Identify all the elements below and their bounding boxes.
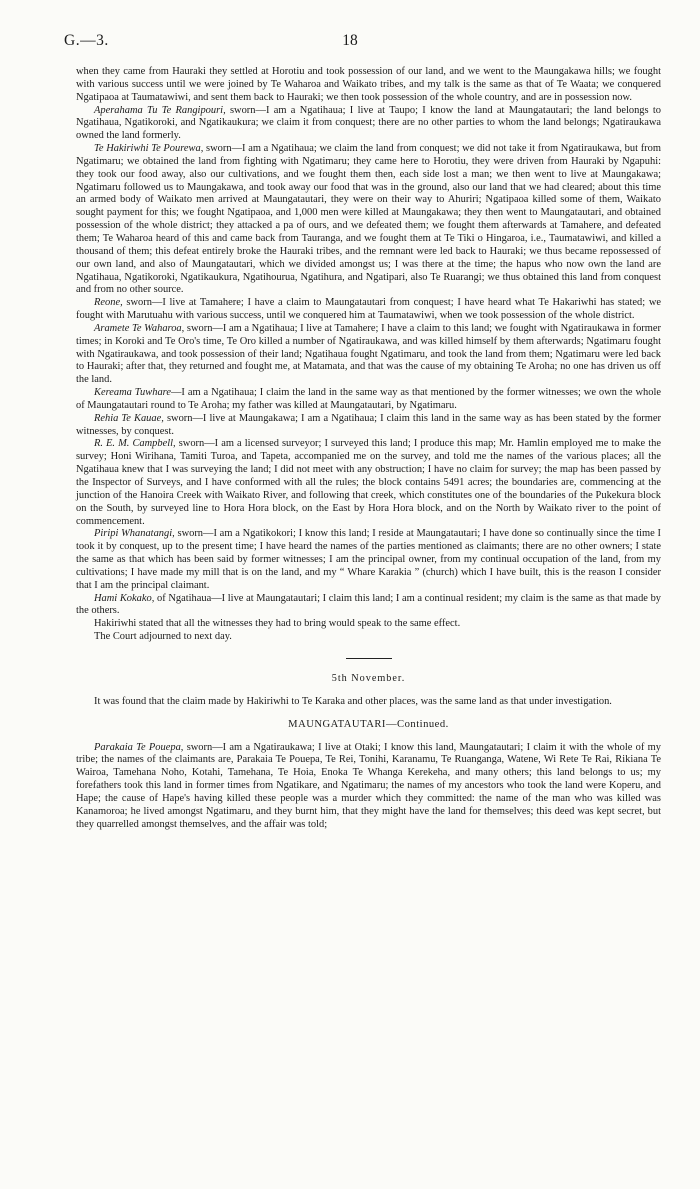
document-reference: G.—3. <box>64 32 109 49</box>
testimony-text: sworn—I am a Ngatihaua; I live at Taupo; I know the land at Maungatautari; the land belongs to Ngatihaua, Ngatikoroki, and Ngatikaukura; we claim it from conquest; there are no other parties to whom the land belongs; Ngatiraukawa owned the land formerly. <box>76 104 661 142</box>
testimony-text: sworn—I am a licensed surveyor; I surveyed this land; I produce this map; Mr. Hamlin employed me to make the survey; Honi Wirihana, Tamiti Turoa, and Tapeta, accompanied me on the survey, and told me the names of the various places; all the Ngatihaua knew that I was surveying the land; I did not meet with any obstruction; I have no claim for survey; the map has been passed by the Inspector of Surveys, and I have conformed with all the rules; the block contains 5491 acres; the boundaries are, commencing at the junction of the Hanoira Creek with Waikato River, and following that creek, which constitutes one of the boundaries of the Pukekura block on the South, by surveyed line to Hora Hora block, on the East by Hora Hora block, and on the North by Waikato river to the point of commencement. <box>76 438 661 527</box>
witness-name: Piripi Whanatangi, <box>94 528 175 540</box>
witness-name: Aramete Te Waharoa, <box>94 322 185 334</box>
testimony-paragraph <box>76 413 661 439</box>
paragraph: when they came from Hauraki they settled at Horotiu and took possession of our land, and we went to the Maungakawa hills; we fought with various success until we were joined by Te Waharoa and Waikato tribes, and my talk is the same as that of Te Waata; we conquered Ngatipaoa at Taumatawiwi, and sent them back to Hauraki; we then took possession of the whole country, and are in possession now. <box>76 66 661 103</box>
testimony-paragraph <box>76 143 661 297</box>
paragraph: The Court adjourned to next day. <box>94 631 232 643</box>
section-heading: MAUNGATAUTARI—Continued. <box>288 718 449 730</box>
testimony-paragraph <box>76 742 661 832</box>
date-heading: 5th November. <box>331 672 406 684</box>
page-number: 18 <box>342 32 358 49</box>
witness-name: Hami Kokako, <box>94 592 155 604</box>
testimony-text: sworn—I am a Ngatikokori; I know this land; I reside at Maungatautari; I have done so continually since the time I took it by conquest, up to the present time; I have heard the names of the parties mentioned as claimants; there are no other owners; I state the same as that which has been said by former witnesses; I am the principal owner, from my continual occupation of the land, from my cultivations; I have made my mill that is on the land, and my “ Whare Karakia ” (church) which I have built, this is the reason I consider that I am the principal claimant. <box>76 528 661 591</box>
testimony-text: sworn—I live at Maungakawa; I am a Ngatihaua; I claim this land in the same way as has been stated by the former witnesses, by conquest. <box>76 412 662 437</box>
testimony-paragraph <box>76 593 661 619</box>
testimony-paragraph <box>76 323 661 387</box>
testimony-paragraph <box>76 297 661 323</box>
page-header <box>62 32 638 52</box>
testimony-paragraph <box>76 387 661 413</box>
testimony-paragraph <box>76 105 661 144</box>
witness-name: Te Hakiriwhi Te Pourewa, <box>94 143 204 155</box>
testimony-text: sworn—I am a Ngatihaua; we claim the land from conquest; we did not take it from Ngatiraukawa, but from Ngatimaru; we obtained the land from fighting with Ngatimaru; they came here to Horotiu, they were driven from Hauraki by Ngapuhi: they took our food away, also our cultivations, and we fought them then, each side lost a man; we then went to live at Maungakawa; Ngatimaru followed us to Maungakawa, and took away our food that was in the ground, also our land that we had cleared; about this time an armed body of Waikato men arrived at Maungatautari, they were on their way to Ahuriri; Ngatipaoa killed some of them, Waikato sought payment for this; we fought Ngatipaoa, and 1,000 men were killed at Maungakawa; they then went to Maungatautari, and obtained possession of the whole district; they attacked a pa of ours, and we defeated them; we fought them afterwards at Tamahere, and defeated them; Te Waharoa heard of this and came back from Tauranga, and we fought them at Te Tiki o Hingaroa, i.e., Taumatawiwi, and killed a thousand of them; this defeat entirely broke the Hauraki tribes, and the remnant were led back to Hauraki; we thus became repossessed of our own land, and also of Maungatautari, which we divided amongst us; I was there at the time; the hapus who now own the land are Ngatihaua, Ngatikoroki, Ngatikaukura, Ngatihourua, Ngatihura, and Ngatipari, also Te Ruarangi; we thus obtained this land from conquest and from no other source. <box>76 143 661 296</box>
section-divider <box>346 658 392 659</box>
witness-name: R. E. M. Campbell, <box>94 438 176 450</box>
witness-name: Rehia Te Kauae, <box>94 412 164 424</box>
testimony-paragraph <box>76 438 661 528</box>
testimony-text: sworn—I am a Ngatihaua; I live at Tamahere; I have a claim to this land; we fought with Ngatiraukawa in former times; in Koroki and Te Oro's time, Te Oro killed a number of Ngatiraukawa, and was killed himself by them afterwards; Ngatimaru fought with Ngatiraukawa, and took possession of their land; Ngatihaua fought Ngatimaru, and took the land from them; Ngatimaru were led back to Hauraki; after that, they returned and fought me, at Matamata, and that was the cause of my obtaining Te Aroha; no one has driven us off the land. <box>76 322 662 386</box>
testimony-text: sworn—I am a Ngatiraukawa; I live at Otaki; I know this land, Maungatautari; I claim it with the whole of my tribe; the names of the claimants are, Parakaia Te Pouepa, Te Rei, Tonihi, Karanamu, Te Ruanganga, Watene, Wi Rete Te Rai, Rikiana Te Wairoa, Tamehana Noho, Kotahi, Tamehana, Te Hoia, Enoka Te Whanga Kerekeha, and many others; this land belongs to us; my forefathers took this land in former times from Ngatikare, and Ngatimaru; the names of my ancestors who took the land were Koperu, and Hape; the cause of Hape's having killed these people was a murder which they committed: the name of the man who was killed was Kanamoroa; he lived amongst Ngatimaru, and they burnt him, that they might have the land for themselves; this deed was kept secret, but they quarrelled amongst themselves, and the affair was told; <box>76 741 661 830</box>
paragraph: Hakiriwhi stated that all the witnesses they had to bring would speak to the same effect. <box>94 618 461 630</box>
testimony-text: sworn—I live at Tamahere; I have a claim to Maungatautari from conquest; I have heard what Te Hakariwhi has stated; we fought with Marutuahu with various success, until we conquered him at Taumatawiwi, when we took possession of the whole district. <box>76 297 661 322</box>
witness-name: Reone, <box>94 297 123 309</box>
witness-name: Aperahama Tu Te Rangipouri, <box>94 104 226 116</box>
testimony-text: of Ngatihaua—I live at Maungatautari; I claim this land; I am a continual resident; my claim is the same as that made by the others. <box>76 592 662 617</box>
witness-name: Parakaia Te Pouepa, <box>94 741 184 753</box>
document-body <box>76 66 661 831</box>
testimony-text: —I am a Ngatihaua; I claim the land in the same way as that mentioned by the former witnesses; we own the whole of Maungatautari round to Te Aroha; my father was killed at Maungatautari, by Ngatimaru. <box>76 387 661 411</box>
paragraph: It was found that the claim made by Hakiriwhi to Te Karaka and other places, was the same land as that under investigation. <box>94 695 612 707</box>
witness-name: Kereama Tuwhare <box>94 387 171 399</box>
testimony-paragraph <box>76 528 661 592</box>
